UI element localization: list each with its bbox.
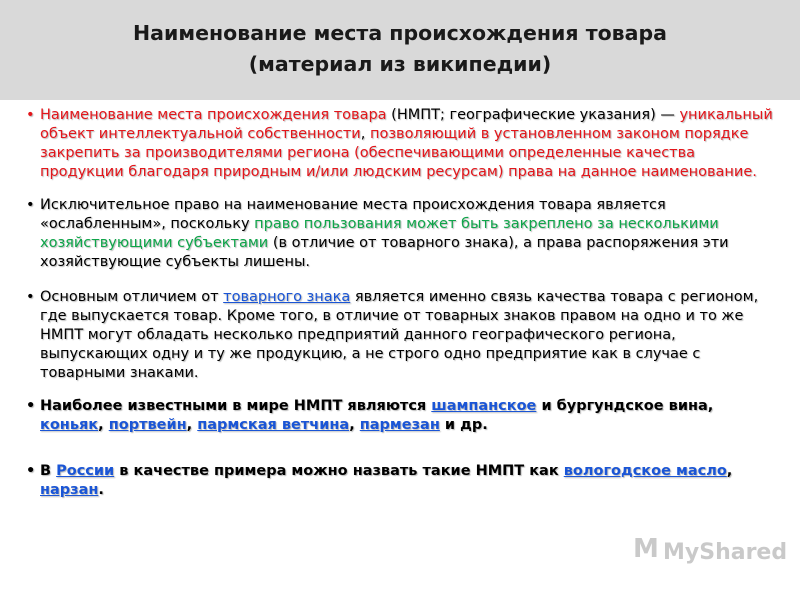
text-segment: ) — [650, 107, 680, 123]
text-segment: в качестве примера можно назвать такие НМПТ как [114, 463, 564, 479]
text-segment: Исключительное право на наименование места происхождения товара является «ослабленным», поскольку [40, 197, 666, 232]
text-segment: Наиболее известными в мире НМПТ являются [40, 398, 432, 414]
narzan-link[interactable]: нарзан [40, 482, 99, 498]
slide-title [0, 18, 800, 80]
bullet-dot: • [26, 107, 35, 123]
text-segment: , [726, 463, 733, 479]
parmesan-link[interactable]: пармезан [359, 417, 440, 433]
vologda-butter-link[interactable]: вологодское масло [563, 463, 727, 479]
trademark-link[interactable]: товарного знака [223, 289, 351, 305]
text-segment: Наименование места происхождения товара [40, 107, 387, 123]
bullet-item-famous-examples [26, 397, 780, 435]
text-segment: и др. [439, 417, 488, 433]
myshared-watermark-logo [633, 534, 788, 568]
bullet-item-russia-examples [26, 462, 780, 500]
cognac-link[interactable]: коньяк [40, 417, 99, 433]
title-line-2: (материал из википедии) [248, 52, 552, 76]
text-segment: позволяющий в установленном законом порядке закрепить за производителями региона (обеспечивающими определенные качества продукции благодаря природным и/или людским ресурсам) права на данное наименование. [40, 126, 757, 180]
text-segment: право пользования может быть закреплено за несколькими хозяйствующими субъектами [40, 216, 719, 251]
text-segment: и бургундское вина, [536, 398, 714, 414]
text-segment: уникальный объект интеллектуальной собственности [40, 107, 773, 142]
bullet-dot: • [26, 289, 35, 305]
bullet-dot: • [26, 463, 36, 479]
bullet-list [26, 106, 780, 500]
text-segment: , [360, 126, 370, 142]
parma-ham-link[interactable]: пармская ветчина [197, 417, 350, 433]
text-segment: Основным отличием от [40, 289, 224, 305]
bullet-item-difference [26, 288, 780, 383]
text-segment: является именно связь качества товара с регионом, где выпускается товар. Кроме того, в отличие от товарных знаков правом на одно и то же НМПТ могут обладать несколько предприятий данного географического региона, выпускающих одну и ту же продукцию, а не строго одно предприятие как в случае с товарными знаками. [40, 289, 759, 381]
bullet-dot: • [26, 398, 36, 414]
slide-content [26, 106, 780, 500]
text-segment: (НМПТ; [386, 107, 450, 123]
champagne-link[interactable]: шампанское [431, 398, 537, 414]
text-segment: В [40, 463, 57, 479]
bullet-item-definition [26, 106, 780, 182]
title-line-1: Наименование места происхождения товара [132, 21, 667, 45]
port-wine-link[interactable]: портвейн [108, 417, 187, 433]
title-bar [0, 0, 800, 100]
text-segment: . [98, 482, 104, 498]
watermark-mark: M [633, 534, 659, 564]
text-segment: географические указания [449, 107, 651, 123]
text-segment: (в отличие от товарного знака), а права распоряжения эти хозяйствующие субъекты лишены. [40, 235, 729, 270]
text-segment: , [186, 417, 198, 433]
text-segment: , [349, 417, 360, 433]
russia-link[interactable]: России [56, 463, 115, 479]
watermark-text: MyShared [663, 540, 788, 565]
bullet-item-exclusive-right [26, 196, 780, 272]
bullet-dot: • [26, 197, 35, 213]
text-segment: , [98, 417, 109, 433]
